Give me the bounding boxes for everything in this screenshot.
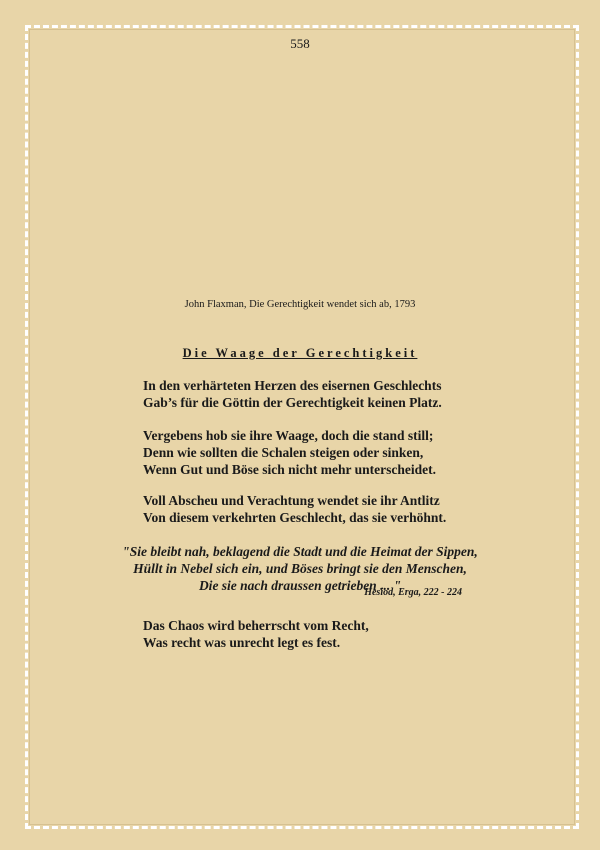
verse-line: Vergebens hob sie ihre Waage, doch die stand still; <box>143 428 434 443</box>
verse-line: Wenn Gut und Böse sich nicht mehr unterscheidet. <box>143 462 437 477</box>
verse-line: Denn wie sollten die Schalen steigen oder sinken, <box>143 445 424 460</box>
verse-line: In den verhärteten Herzen des eisernen Geschlechts <box>143 378 442 393</box>
verse-line: Was recht was unrecht legt es fest. <box>143 635 341 650</box>
stanza-3 <box>143 492 446 526</box>
quote-line: "Sie bleibt nah, beklagend die Stadt und die Heimat der Sippen, <box>122 544 478 559</box>
image-caption: John Flaxman, Die Gerechtigkeit wendet sich ab, 1793 <box>184 299 416 310</box>
verse-line: Voll Abscheu und Verachtung wendet sie ihr Antlitz <box>143 493 440 508</box>
verse-line: Das Chaos wird beherrscht vom Recht, <box>143 618 369 633</box>
poem-title: Die Waage der Gerechtigkeit <box>182 346 418 360</box>
verse-line: Von diesem verkehrten Geschlecht, das sie verhöhnt. <box>143 510 447 525</box>
stanza-4 <box>143 617 369 651</box>
quote-citation: Hesiod, Erga, 222 - 224 <box>364 587 462 598</box>
verse-line: Gab’s für die Göttin der Gerechtigkeit keinen Platz. <box>143 395 442 410</box>
stanza-2 <box>143 427 436 478</box>
page-number: 558 <box>290 36 310 51</box>
quote-line: Hüllt in Nebel sich ein, und Böses bringt sie den Menschen, <box>133 561 467 576</box>
quote-line: Die sie nach draussen getrieben ... " <box>198 578 402 593</box>
stanza-1 <box>143 377 442 411</box>
